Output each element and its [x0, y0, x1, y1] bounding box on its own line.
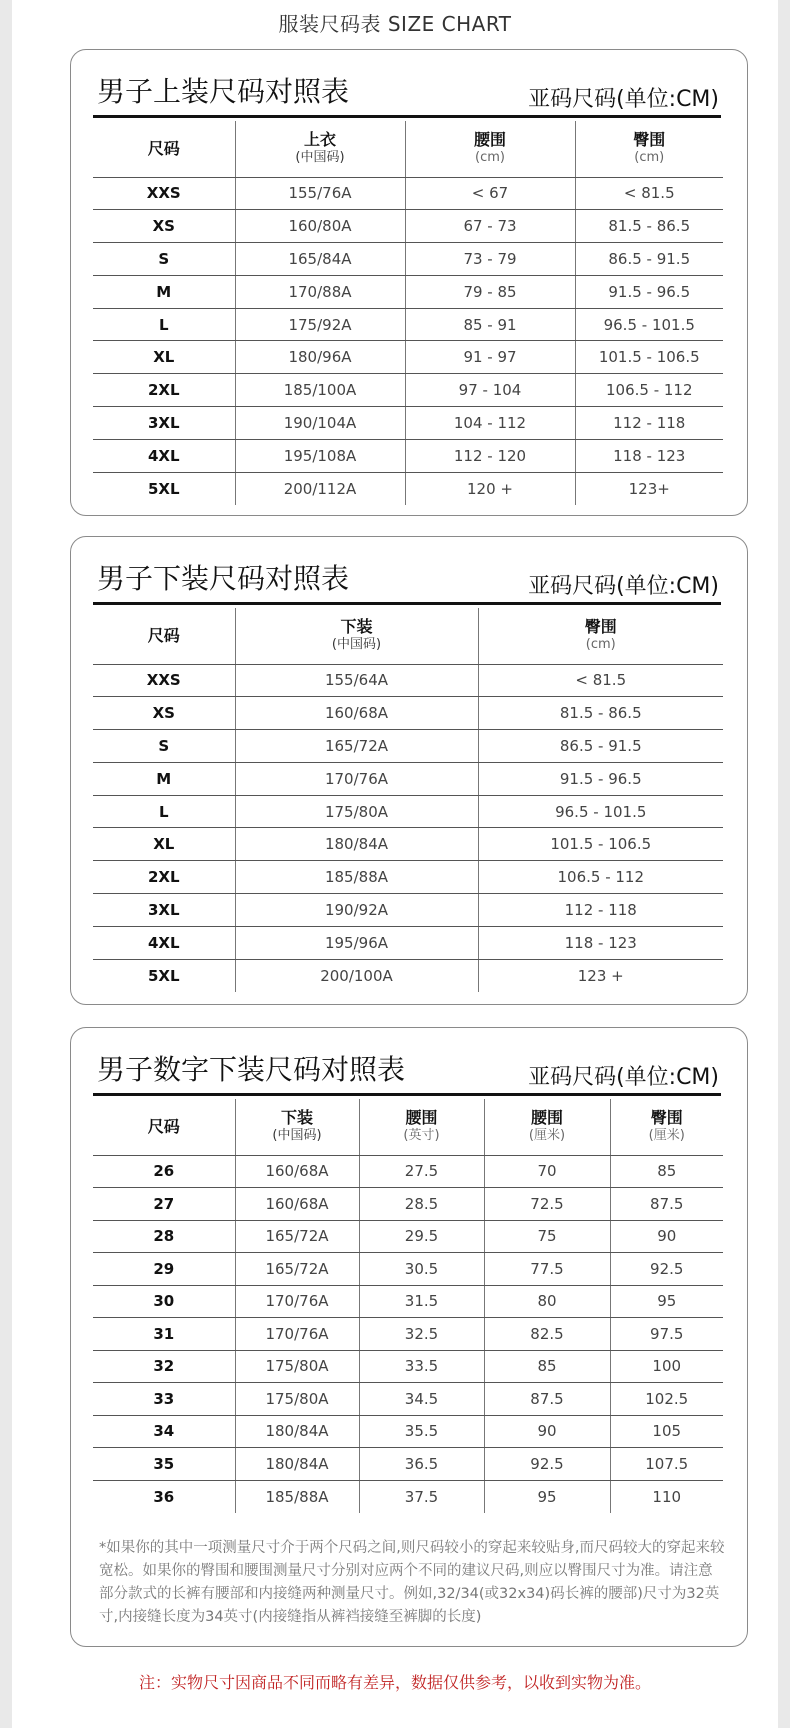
table-cell: 112 - 118 [478, 894, 723, 927]
size-label-cell: 36 [153, 1487, 175, 1506]
table-row [93, 959, 723, 992]
table-cell: 79 - 85 [405, 275, 575, 308]
size-label-cell: 4XL [93, 926, 235, 959]
table-cell: 180/84A [235, 1415, 359, 1448]
table-cell: 185/100A [235, 374, 405, 407]
table-cell: 97 - 104 [405, 374, 575, 407]
size-label-cell: S [93, 243, 235, 276]
table-cell: 104 - 112 [405, 407, 575, 440]
size-label-cell: XXS [93, 664, 235, 697]
table-cell: 165/72A [235, 1220, 359, 1253]
table-row [93, 1285, 723, 1318]
size-label-cell: 34 [93, 1415, 235, 1448]
column-header [93, 121, 235, 177]
size-label-cell: 2XL [93, 861, 235, 894]
table-row [93, 210, 723, 243]
size-label-cell: 26 [93, 1155, 235, 1188]
table-cell: 101.5 - 106.5 [478, 828, 723, 861]
page-title: 服装尺码表 SIZE CHART [278, 12, 512, 36]
table-cell: 27.5 [359, 1155, 484, 1188]
table-cell: 175/80A [235, 795, 478, 828]
table-cell: 85 - 91 [405, 308, 575, 341]
column-header-label: 腰围 [473, 129, 506, 149]
table-cell: 107.5 [610, 1448, 723, 1481]
numeric-bottoms-card-title: 男子数字下装尺码对照表 [97, 1053, 406, 1086]
table-cell: 86.5 - 91.5 [478, 730, 723, 763]
table-cell: 86.5 - 91.5 [575, 243, 723, 276]
tops-card-unit: 亚码尺码(单位:CM) [528, 87, 719, 112]
table-cell: 36.5 [359, 1448, 484, 1481]
table-row [93, 795, 723, 828]
table-cell: 95 [484, 1480, 610, 1513]
size-label-cell: XS [93, 697, 235, 730]
table-header-row [93, 1099, 723, 1155]
column-header [484, 1099, 610, 1155]
table-cell: 85 [484, 1350, 610, 1383]
bottoms-card-title: 男子下装尺码对照表 [97, 562, 350, 595]
size-label-cell: 2XL [93, 374, 235, 407]
table-cell: 91 - 97 [405, 341, 575, 374]
table-cell: 77.5 [484, 1253, 610, 1286]
table-cell: 165/72A [235, 730, 478, 763]
table-cell: 123+ [575, 472, 723, 505]
table-cell: 31.5 [359, 1285, 484, 1318]
table-cell: 200/112A [235, 472, 405, 505]
table-cell: 180/84A [235, 828, 478, 861]
bottoms-card-unit: 亚码尺码(单位:CM) [528, 574, 719, 599]
table-cell: 91.5 - 96.5 [575, 275, 723, 308]
column-header-unit: (cm) [475, 149, 505, 165]
table-cell: 170/76A [235, 1285, 359, 1318]
column-header-label: 下装 [280, 1107, 313, 1127]
table-cell: 80 [484, 1285, 610, 1318]
table-cell: 112 - 120 [405, 439, 575, 472]
table-row [93, 664, 723, 697]
size-label-cell: M [93, 275, 235, 308]
size-label-cell: 5XL [147, 479, 180, 498]
table-row [93, 1415, 723, 1448]
table-cell: < 81.5 [575, 177, 723, 210]
table-cell: 106.5 - 112 [478, 861, 723, 894]
size-label-cell: M [93, 762, 235, 795]
size-label-cell: XXS [93, 177, 235, 210]
table-cell: 170/76A [235, 762, 478, 795]
column-header-label: 腰围 [530, 1107, 563, 1127]
column-header-label: 尺码 [147, 625, 180, 645]
tops-size-table [93, 121, 723, 505]
column-header [610, 1099, 723, 1155]
table-cell: 175/80A [235, 1383, 359, 1416]
numeric-bottoms-card [70, 1027, 748, 1647]
table-cell: 90 [484, 1415, 610, 1448]
column-header-label: 臀围 [650, 1107, 683, 1127]
table-row [93, 1188, 723, 1221]
table-cell: 185/88A [235, 861, 478, 894]
table-cell: 105 [610, 1415, 723, 1448]
table-cell: 175/92A [235, 308, 405, 341]
table-cell: 200/100A [235, 959, 478, 992]
table-row [93, 374, 723, 407]
size-label-cell: 35 [93, 1448, 235, 1481]
table-cell: 106.5 - 112 [575, 374, 723, 407]
table-cell: 81.5 - 86.5 [575, 210, 723, 243]
table-cell: 35.5 [359, 1415, 484, 1448]
column-header-label: 臀围 [584, 616, 617, 636]
table-header-row [93, 608, 723, 664]
table-cell: 175/80A [235, 1350, 359, 1383]
column-header-unit: (英寸) [403, 1127, 440, 1143]
table-cell: 96.5 - 101.5 [575, 308, 723, 341]
table-row [93, 1350, 723, 1383]
numeric-bottoms-card-unit: 亚码尺码(单位:CM) [528, 1065, 719, 1090]
table-row [93, 1383, 723, 1416]
table-cell: 160/68A [235, 1155, 359, 1188]
table-cell: 118 - 123 [478, 926, 723, 959]
size-label-cell: 27 [93, 1188, 235, 1221]
table-cell: 160/68A [235, 1188, 359, 1221]
table-cell: 85 [610, 1155, 723, 1188]
table-cell: 67 - 73 [405, 210, 575, 243]
column-header-unit: (中国码) [295, 149, 345, 165]
column-header-label: 尺码 [147, 1116, 180, 1136]
table-cell: 155/76A [235, 177, 405, 210]
size-label-cell: L [93, 795, 235, 828]
table-cell: < 81.5 [478, 664, 723, 697]
table-cell: 90 [610, 1220, 723, 1253]
table-cell: 185/88A [235, 1480, 359, 1513]
column-header-label: 下装 [340, 616, 373, 636]
size-label-cell: 3XL [93, 894, 235, 927]
table-row [93, 341, 723, 374]
bottoms-card [70, 536, 748, 1005]
size-label-cell: XL [93, 341, 235, 374]
table-row [93, 1448, 723, 1481]
table-cell: 34.5 [359, 1383, 484, 1416]
table-cell: 87.5 [484, 1383, 610, 1416]
size-label-cell: S [93, 730, 235, 763]
table-cell: 92.5 [484, 1448, 610, 1481]
table-cell: 95 [610, 1285, 723, 1318]
table-cell: 72.5 [484, 1188, 610, 1221]
table-row [93, 926, 723, 959]
table-row [93, 697, 723, 730]
column-header [478, 608, 723, 664]
table-cell: 195/108A [235, 439, 405, 472]
size-label-cell: 32 [93, 1350, 235, 1383]
table-row [93, 861, 723, 894]
table-row [93, 1318, 723, 1351]
table-row [93, 308, 723, 341]
table-row [93, 894, 723, 927]
table-cell: 28.5 [359, 1188, 484, 1221]
column-header [235, 608, 478, 664]
table-cell: 165/84A [235, 243, 405, 276]
table-row [93, 275, 723, 308]
table-cell: 170/76A [235, 1318, 359, 1351]
column-header-unit: (厘米) [648, 1127, 685, 1143]
measurement-note: *如果你的其中一项测量尺寸介于两个尺码之间,则尺码较小的穿起来较贴身,而尺码较大的穿起来较宽松。如果你的臀围和腰围测量尺寸分别对应两个不同的建议尺码,则应以臀围尺寸为准。请注意部分款式的长裤有腰部和内接缝两种测量尺寸。例如,32/34(或32x34)码长裤的腰部)尺寸为32英寸,内接缝长度为34英寸(内接缝指从裤裆接缝至裤脚的长度) [99, 1540, 725, 1625]
table-cell: 33.5 [359, 1350, 484, 1383]
column-header-label: 臀围 [633, 129, 666, 149]
table-cell: 102.5 [610, 1383, 723, 1416]
column-header [235, 121, 405, 177]
table-row [93, 177, 723, 210]
table-cell: 120 + [405, 472, 575, 505]
column-header-label: 腰围 [405, 1107, 438, 1127]
column-header-label: 尺码 [147, 138, 180, 158]
bottoms-card-header [93, 537, 721, 605]
table-row [93, 407, 723, 440]
table-cell: 123 + [478, 959, 723, 992]
table-row [93, 1253, 723, 1286]
table-cell: 112 - 118 [575, 407, 723, 440]
tops-card-header [93, 50, 721, 118]
size-label-cell: 29 [93, 1253, 235, 1286]
table-row [93, 439, 723, 472]
table-cell: 81.5 - 86.5 [478, 697, 723, 730]
table-cell: 101.5 - 106.5 [575, 341, 723, 374]
tops-card [70, 49, 748, 516]
column-header-unit: (cm) [585, 636, 616, 652]
size-label-cell: 33 [93, 1383, 235, 1416]
table-cell: 75 [484, 1220, 610, 1253]
table-cell: 73 - 79 [405, 243, 575, 276]
table-cell: 100 [610, 1350, 723, 1383]
table-cell: 82.5 [484, 1318, 610, 1351]
column-header [93, 1099, 235, 1155]
table-cell: 32.5 [359, 1318, 484, 1351]
table-header-row [93, 121, 723, 177]
column-header [405, 121, 575, 177]
table-cell: 96.5 - 101.5 [478, 795, 723, 828]
table-row [93, 730, 723, 763]
table-cell: 180/96A [235, 341, 405, 374]
table-cell: 160/80A [235, 210, 405, 243]
table-cell: 87.5 [610, 1188, 723, 1221]
table-cell: 155/64A [235, 664, 478, 697]
size-label-cell: 5XL [147, 966, 180, 985]
size-label-cell: 3XL [93, 407, 235, 440]
table-cell: < 67 [405, 177, 575, 210]
size-label-cell: XL [93, 828, 235, 861]
bottoms-size-table [93, 608, 723, 992]
column-header [359, 1099, 484, 1155]
size-label-cell: 4XL [93, 439, 235, 472]
numeric-bottoms-card-header [93, 1028, 721, 1096]
footer-disclaimer: 注：实物尺寸因商品不同而略有差异，数据仅供参考，以收到实物为准。 [138, 1673, 651, 1692]
table-cell: 170/88A [235, 275, 405, 308]
table-cell: 160/68A [235, 697, 478, 730]
table-cell: 92.5 [610, 1253, 723, 1286]
table-cell: 165/72A [235, 1253, 359, 1286]
table-row [93, 762, 723, 795]
table-cell: 180/84A [235, 1448, 359, 1481]
table-row [93, 472, 723, 505]
table-cell: 190/104A [235, 407, 405, 440]
table-row [93, 1155, 723, 1188]
size-label-cell: 30 [93, 1285, 235, 1318]
size-label-cell: 31 [93, 1318, 235, 1351]
table-row [93, 1480, 723, 1513]
table-row [93, 828, 723, 861]
column-header [235, 1099, 359, 1155]
table-cell: 37.5 [359, 1480, 484, 1513]
size-label-cell: 28 [93, 1220, 235, 1253]
table-cell: 195/96A [235, 926, 478, 959]
column-header [575, 121, 723, 177]
table-cell: 29.5 [359, 1220, 484, 1253]
size-chart-sheet [12, 0, 778, 1728]
numeric-bottoms-size-table [93, 1099, 723, 1513]
column-header-unit: (中国码) [331, 636, 382, 652]
column-header-unit: (中国码) [272, 1127, 322, 1143]
table-row [93, 243, 723, 276]
size-label-cell: XS [93, 210, 235, 243]
table-cell: 97.5 [610, 1318, 723, 1351]
column-header-label: 上衣 [303, 129, 336, 149]
table-cell: 91.5 - 96.5 [478, 762, 723, 795]
table-cell: 70 [484, 1155, 610, 1188]
table-cell: 190/92A [235, 894, 478, 927]
table-row [93, 1220, 723, 1253]
column-header [93, 608, 235, 664]
tops-card-title: 男子上装尺码对照表 [97, 75, 350, 108]
size-label-cell: L [93, 308, 235, 341]
table-cell: 110 [610, 1480, 723, 1513]
column-header-unit: (厘米) [528, 1127, 566, 1143]
table-cell: 118 - 123 [575, 439, 723, 472]
table-cell: 30.5 [359, 1253, 484, 1286]
column-header-unit: (cm) [634, 149, 665, 165]
